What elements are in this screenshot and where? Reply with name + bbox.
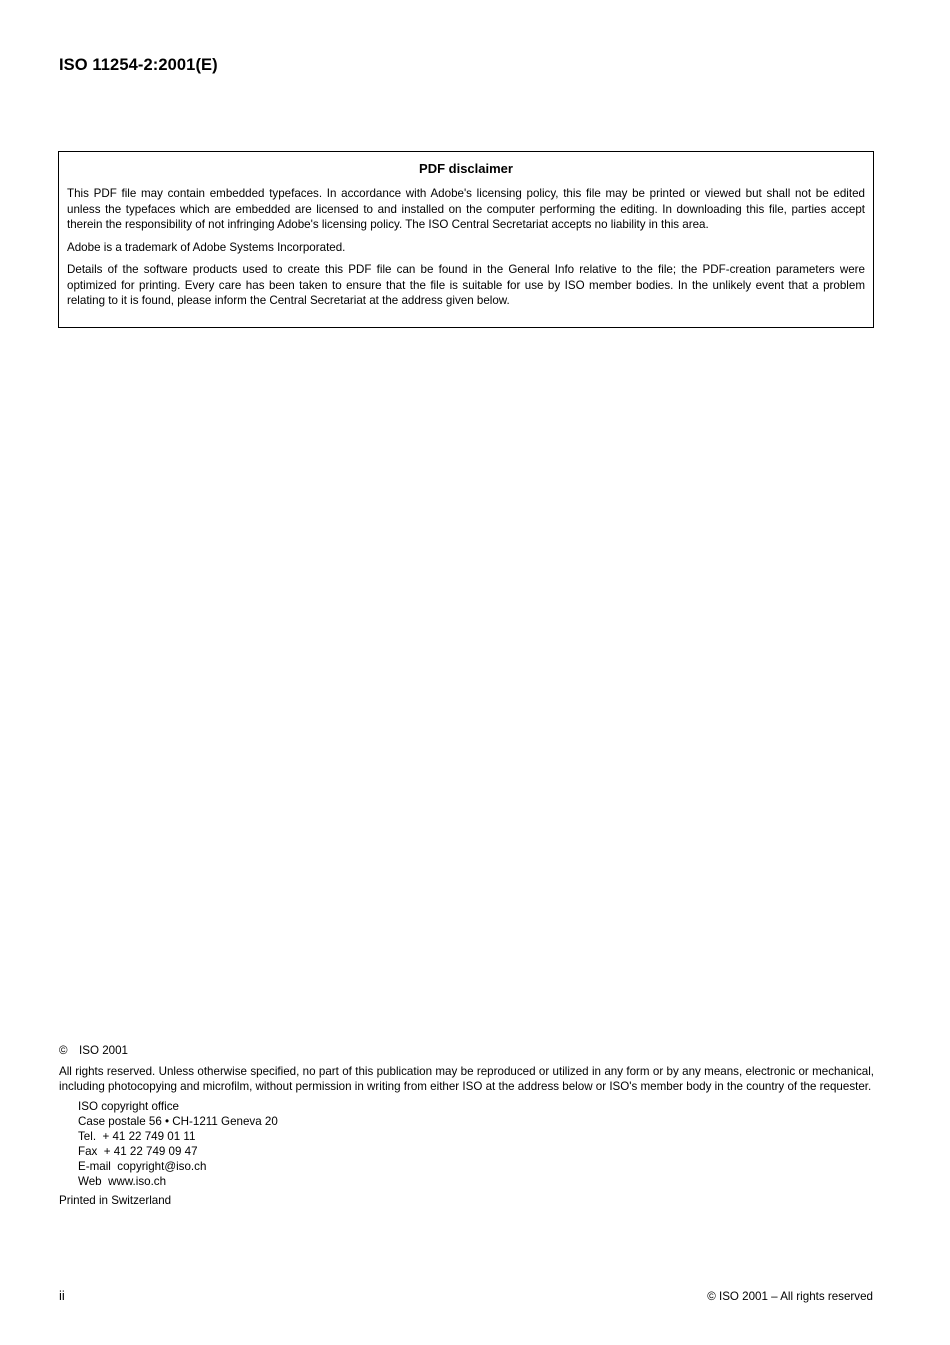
copyright-year-line	[59, 1043, 874, 1059]
copyright-year: ISO 2001	[79, 1044, 128, 1057]
disclaimer-paragraph: Adobe is a trademark of Adobe Systems Incorporated.	[67, 240, 346, 254]
disclaimer-title: PDF disclaimer	[419, 161, 513, 176]
copyright-symbol: ©	[59, 1044, 68, 1057]
rights-statement: All rights reserved. Unless otherwise specified, no part of this publication may be reproduced or utilized in any form or by any means, electronic or mechanical, including photocopying and microfilm, without permission in writing from either ISO at the address below or ISO's member body in the country of the requester.	[59, 1064, 874, 1093]
address-line: Case postale 56 • CH-1211 Geneva 20	[78, 1114, 278, 1128]
address-line: Web www.iso.ch	[78, 1174, 167, 1188]
footer-copyright: © ISO 2001 – All rights reserved	[707, 1290, 873, 1303]
copyright-office-address	[78, 1099, 874, 1190]
copyright-block	[59, 1043, 874, 1209]
document-id: ISO 11254-2:2001(E)	[59, 56, 218, 74]
disclaimer-paragraph: This PDF file may contain embedded typefaces. In accordance with Adobe's licensing policy, this file may be printed or viewed but shall not be edited unless the typefaces which are embedded are licensed to and installed on the computer performing the editing. In downloading this file, parties accept therein the responsibility of not infringing Adobe's licensing policy. The ISO Central Secretariat accepts no liability in this area.	[67, 187, 865, 231]
pdf-disclaimer-box	[58, 151, 874, 328]
page-number: ii	[59, 1288, 65, 1303]
address-line: Tel. + 41 22 749 01 11	[78, 1129, 196, 1143]
address-line: E-mail copyright@iso.ch	[78, 1159, 207, 1173]
address-line: ISO copyright office	[78, 1099, 179, 1113]
disclaimer-paragraph: Details of the software products used to create this PDF file can be found in the General Info relative to the file; the PDF-creation parameters were optimized for printing. Every care has been taken to ensure that the file is suitable for use by ISO member bodies. In the unlikely event that a problem relating to it is found, please inform the Central Secretariat at the address given below.	[67, 263, 865, 307]
printed-location: Printed in Switzerland	[59, 1194, 172, 1208]
address-line: Fax + 41 22 749 09 47	[78, 1144, 198, 1158]
